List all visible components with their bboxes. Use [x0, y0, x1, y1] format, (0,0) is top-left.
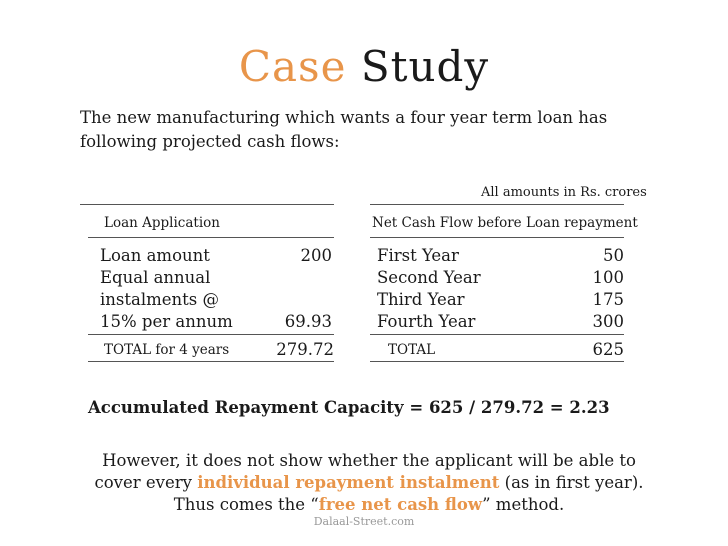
loan-row-value: 200 — [300, 246, 332, 265]
cash-row-label: Third Year — [377, 290, 465, 309]
conclusion-line-3 — [74, 494, 664, 516]
loan-table-top-rule — [80, 204, 334, 205]
loan-row-label: 15% per annum — [100, 312, 233, 331]
loan-table-header: Loan Application — [104, 215, 220, 231]
loan-row-label: instalments @ — [100, 290, 219, 309]
conclusion-text-part: (as in first year). — [499, 473, 644, 492]
title-accent-word: Case — [238, 42, 347, 91]
cash-row-value: 100 — [592, 268, 624, 287]
intro-line-1: The new manufacturing which wants a four year term loan has — [80, 108, 608, 127]
conclusion-line-2 — [74, 472, 664, 494]
cash-row-value: 300 — [592, 312, 624, 331]
cash-row-label: Second Year — [377, 268, 481, 287]
highlight-text: individual repayment instalment — [197, 473, 500, 492]
intro-text — [80, 106, 680, 154]
cash-total-value: 625 — [592, 340, 624, 359]
loan-row-label: Loan amount — [100, 246, 210, 265]
loan-total-value: 279.72 — [276, 340, 334, 359]
loan-row-value: 69.93 — [284, 312, 332, 331]
page-title — [0, 42, 728, 91]
cash-table-header: Net Cash Flow before Loan repayment — [372, 215, 638, 231]
cash-table-header-rule — [370, 237, 624, 238]
cash-row-value: 175 — [592, 290, 624, 309]
cash-row-label: First Year — [377, 246, 459, 265]
conclusion-text-part: Thus comes the “ — [173, 495, 319, 514]
cash-table-bottom-rule — [370, 361, 624, 362]
conclusion-line-1: However, it does not show whether the applicant will be able to — [102, 451, 636, 470]
conclusion-text-part: cover every — [94, 473, 198, 492]
loan-row-label: Equal annual — [100, 268, 211, 287]
loan-table-bottom-rule — [88, 361, 334, 362]
highlight-text: free net cash flow — [318, 495, 483, 514]
title-word: Study — [360, 42, 490, 91]
amount-note: All amounts in Rs. crores — [481, 185, 647, 200]
conclusion-text — [74, 450, 664, 516]
loan-total-label: TOTAL for 4 years — [104, 342, 230, 358]
cash-table-top-rule — [370, 204, 624, 205]
intro-line-2: following projected cash flows: — [80, 132, 340, 151]
cash-total-label: TOTAL — [388, 342, 436, 358]
cash-row-value: 50 — [603, 246, 624, 265]
cash-row-label: Fourth Year — [377, 312, 476, 331]
conclusion-text-part: ” method. — [482, 495, 565, 514]
loan-table-header-rule — [88, 237, 334, 238]
source-credit: Dalaal-Street.com — [313, 515, 415, 528]
repayment-capacity: Accumulated Repayment Capacity = 625 / 279.72 = 2.23 — [88, 398, 610, 417]
cash-table-total-rule — [370, 334, 624, 335]
loan-table-total-rule — [88, 334, 334, 335]
